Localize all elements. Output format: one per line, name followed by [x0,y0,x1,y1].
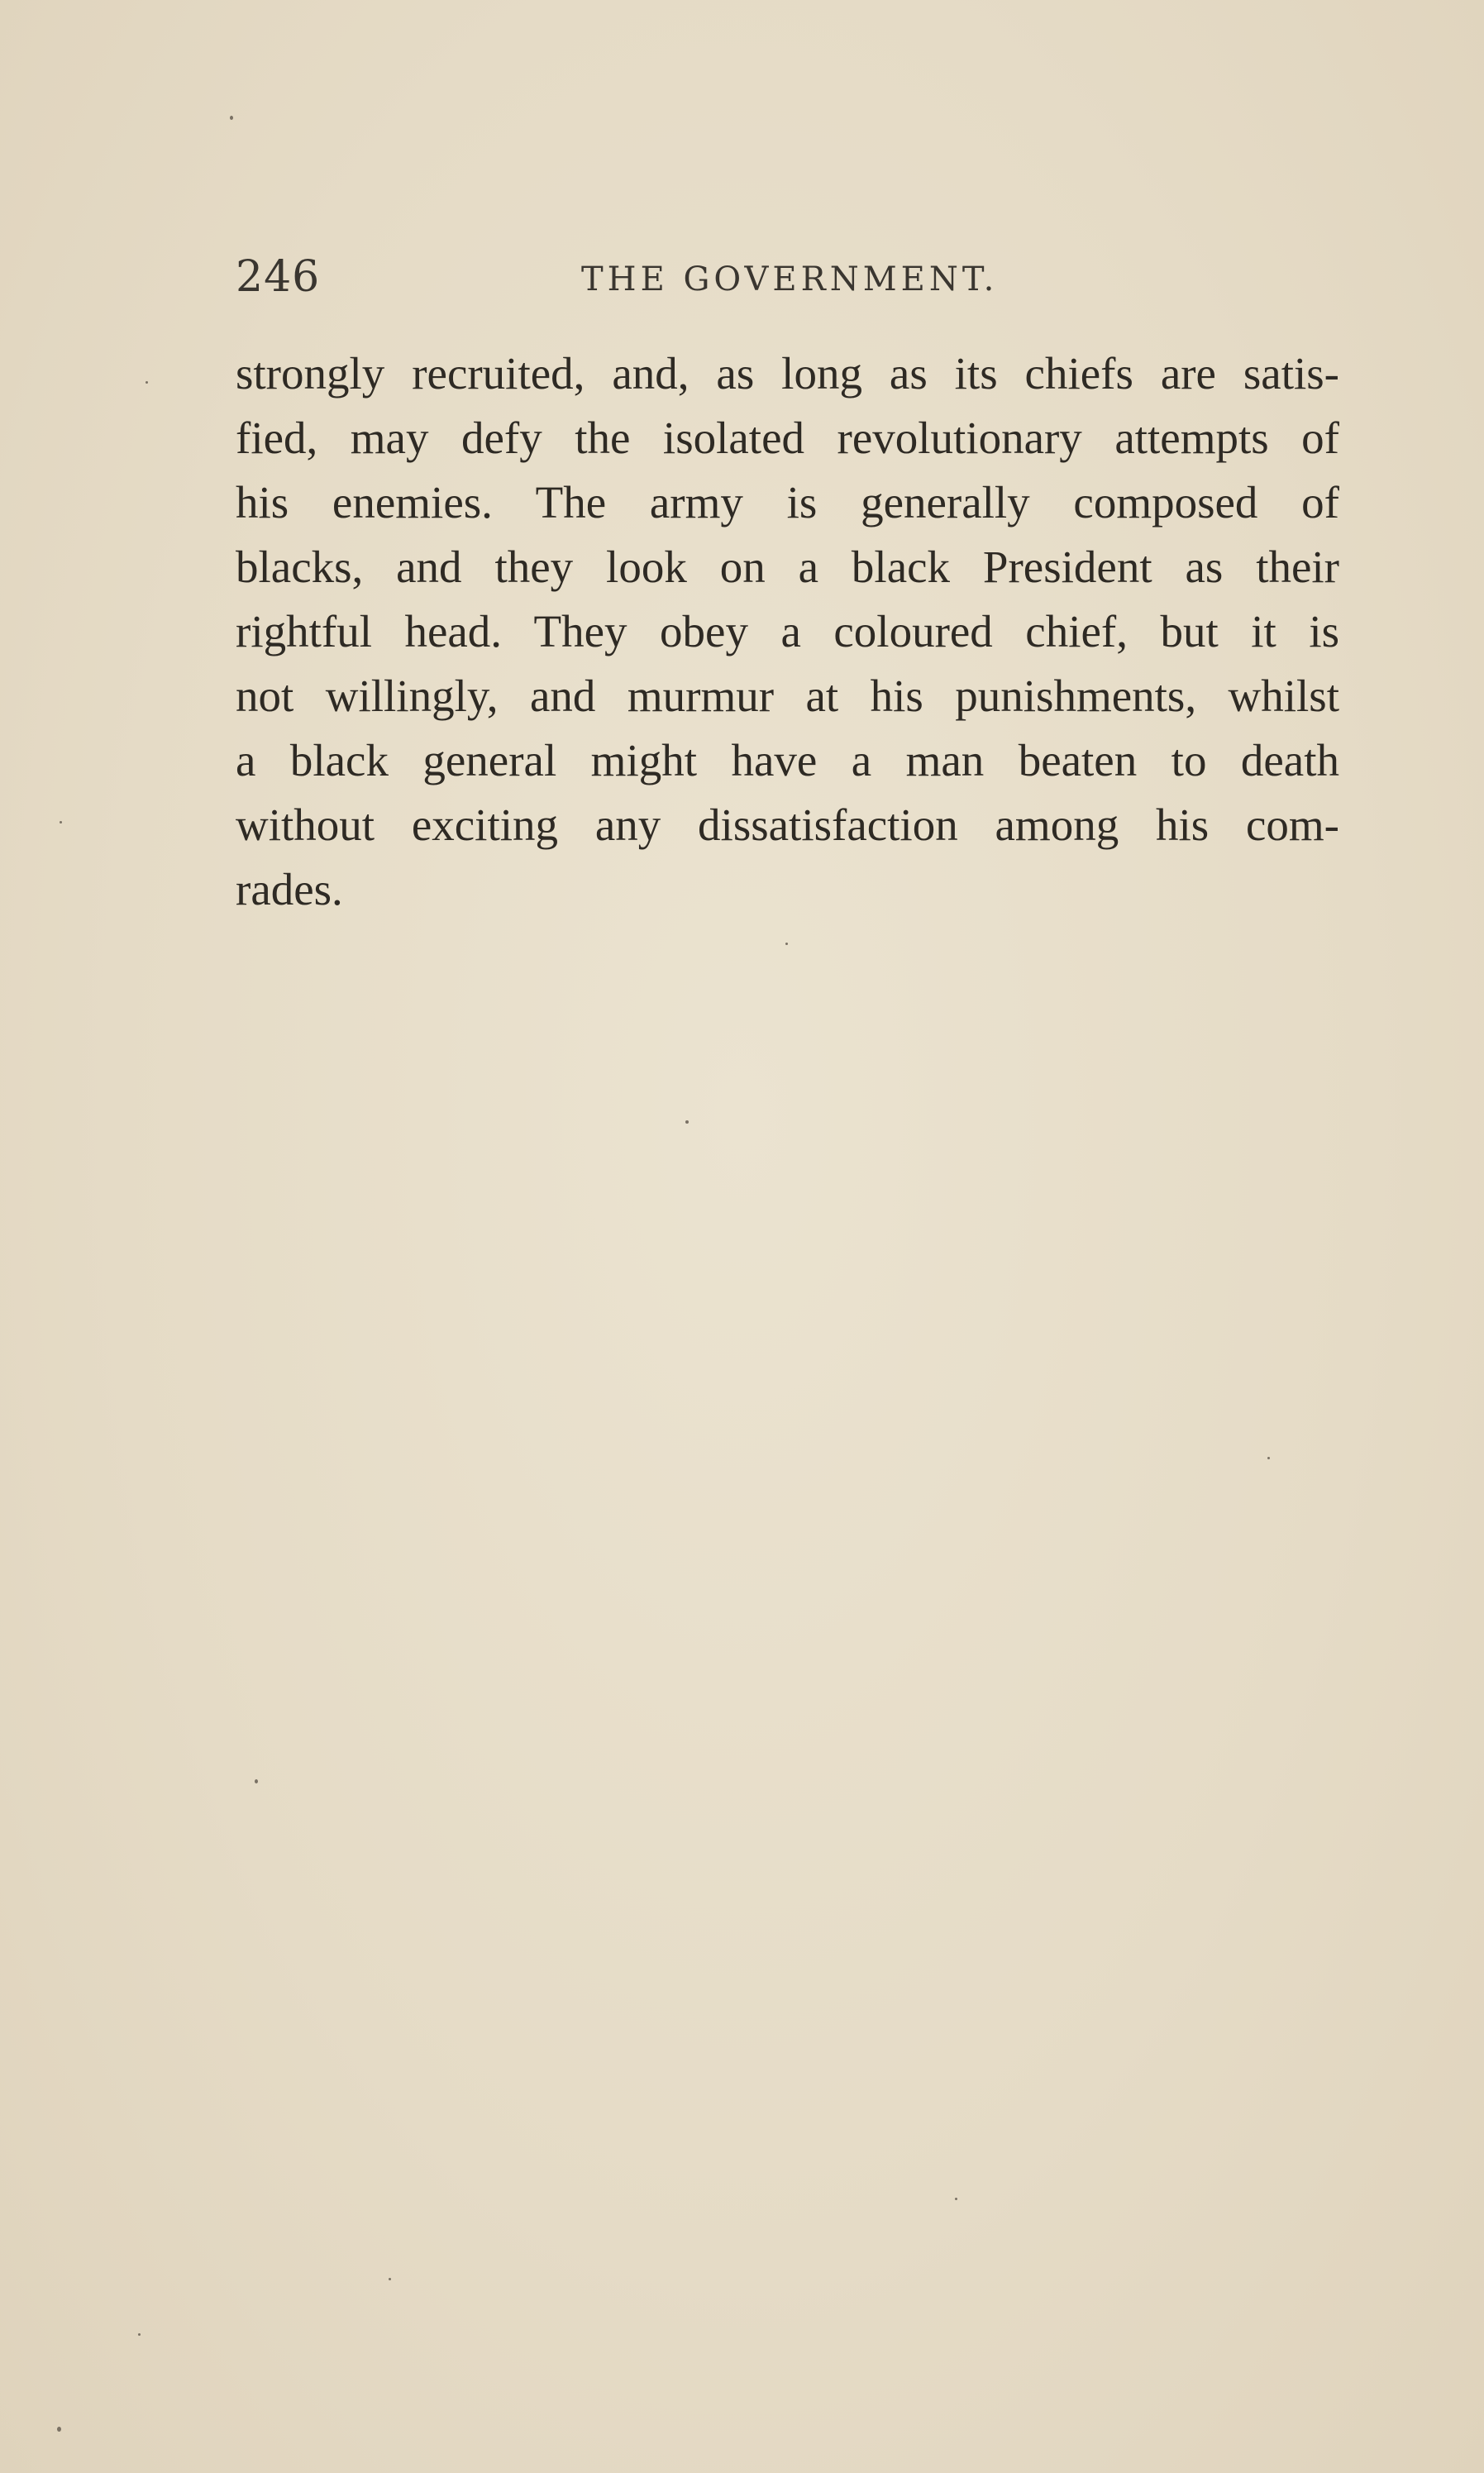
paper-speck [955,2198,957,2200]
text-line: rades. [236,864,343,914]
page-number: 246 [236,252,321,302]
body-paragraph [236,341,1339,922]
paper-speck [230,116,233,120]
text-line: strongly recruited, and, as long as its chiefs are satis- [236,348,1339,399]
paper-speck [685,1120,689,1124]
text-line: a black general might have a man beaten to death [236,735,1339,785]
paper-speck [146,381,148,384]
paper-speck [785,943,788,945]
paper-speck [255,1779,258,1783]
text-line: his enemies. The army is generally composed of [236,477,1339,528]
text-line: not willingly, and murmur at his punishments, whilst [236,671,1339,721]
paper-speck [389,2278,391,2280]
running-head [236,252,1339,310]
running-head-title: THE GOVERNMENT. [581,260,999,298]
paper-speck [1267,1457,1270,1459]
text-line: blacks, and they look on a black President as their [236,542,1339,592]
paper-speck [60,821,62,824]
text-line: fied, may defy the isolated revolutionary attempts of [236,413,1339,463]
text-line: without exciting any dissatisfaction among his com- [236,800,1339,850]
text-line: rightful head. They obey a coloured chief, but it is [236,606,1339,656]
paper-speck [138,2333,141,2336]
paper-speck [57,2427,61,2432]
